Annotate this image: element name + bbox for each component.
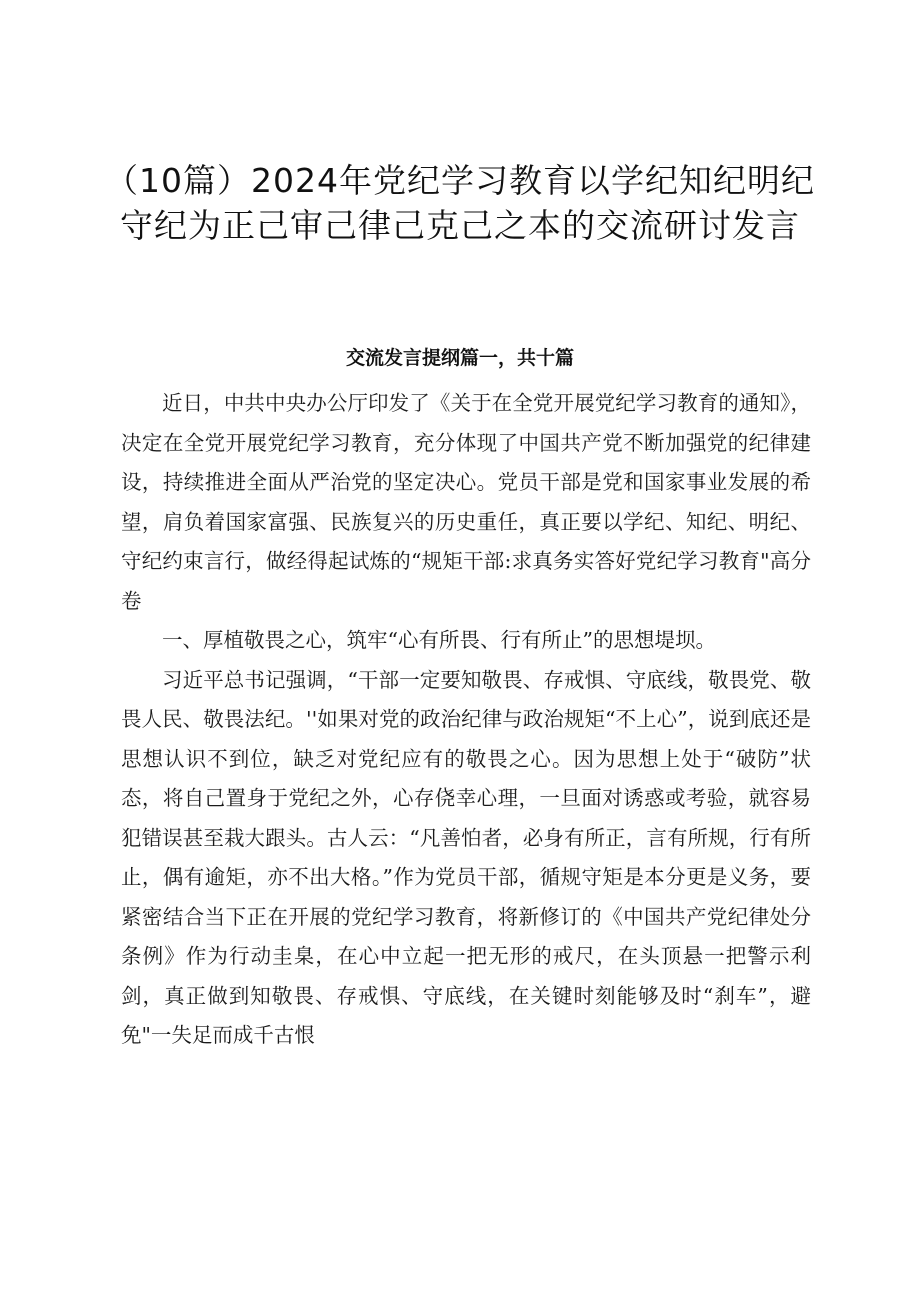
- document-title: （10篇）2024年党纪学习教育以学纪知纪明纪守纪为正己审己律己克己之本的交流研讨发言: [105, 161, 815, 245]
- paragraph-intro: 近日，中共中央办公厅印发了《关于在全党开展党纪学习教育的通知》，决定在全党开展党纪学习教育，充分体现了中国共产党不断加强党的纪律建设，持续推进全面从严治党的坚定决心。党员干部是党和国家事业发展的希望，肩负着国家富强、民族复兴的历史重任，真正要以学纪、知纪、明纪、守纪约束言行，做经得起试炼的“规矩干部:求真务实答好党纪学习教育"高分卷: [121, 391, 811, 613]
- section-heading-1: 一、厚植敬畏之心，筑牢“心有所畏、行有所止”的思想堤坝。: [162, 628, 716, 652]
- document-subtitle: 交流发言提纲篇一，共十篇: [345, 347, 574, 369]
- paragraph-section-1: 习近平总书记强调，“干部一定要知敬畏、存戒惧、守底线，敬畏党、敬畏人民、敬畏法纪。''如果对党的政治纪律与政治规矩“不上心”，说到底还是思想认识不到位，缺乏对党纪应有的敬畏之心。因为思想上处于“破防”状态，将自己置身于党纪之外，心存侥幸心理，一旦面对诱惑或考验，就容易犯错误甚至栽大跟头。古人云：“凡善怕者，必身有所正，言有所规，行有所止，偶有逾矩，亦不出大格。”作为党员干部，循规守矩是本分更是义务，要紧密结合当下正在开展的党纪学习教育，将新修订的《中国共产党纪律处分条例》作为行动圭臬，在心中立起一把无形的戒尺，在头顶悬一把警示利剑，真正做到知敬畏、存戒惧、守底线，在关键时刻能够及时“刹车”，避免"一失足而成千古恨: [121, 667, 811, 1047]
- document-body: [121, 384, 811, 1056]
